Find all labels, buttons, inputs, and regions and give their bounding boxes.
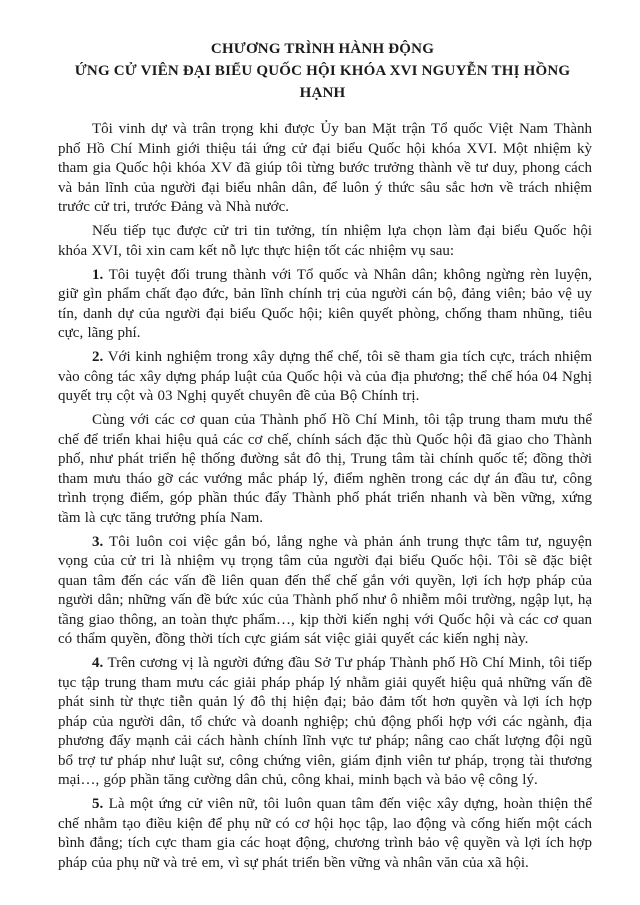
paragraph-text: Tôi luôn coi việc gắn bó, lắng nghe và phản ánh trung thực tâm tư, nguyện vọng của cử tri là nhiệm vụ trọng tâm của người đại biểu Quốc hội. Tôi sẽ đặc biệt quan tâm đến các vấn đề liên quan đến thể chế gắn với quyền, lợi ích hợp pháp của người dân; những vấn đề bức xúc của Thành phố như ô nhiễm môi trường, ngập lụt, hạ tầng giao thông, an toàn thực phẩm…, kịp thời kiến nghị với Quốc hội và các cơ quan có thẩm quyền, đồng thời tích cực giám sát việc giải quyết các kiến nghị này. xyxy=(58,533,592,647)
paragraph-text: Là một ứng cử viên nữ, tôi luôn quan tâm đến việc xây dựng, hoàn thiện thể chế nhằm tạo điều kiện để phụ nữ có cơ hội học tập, lao động và cống hiến một cách bình đẳng; tích cực tham gia các hoạt động, chương trình bảo vệ quyền và lợi ích hợp pháp của phụ nữ và trẻ em, vì sự phát triển bền vững và nhân văn của xã hội. xyxy=(58,796,592,871)
paragraph-text: Tôi vinh dự và trân trọng khi được Ủy ban Mặt trận Tổ quốc Việt Nam Thành phố Hồ Chí Minh giới thiệu tái ứng cử đại biểu Quốc hội khóa XVI. Một nhiệm kỳ tham gia Quốc hội khóa XV đã giúp tôi từng bước trưởng thành về tư duy, phong cách và bản lĩnh của người đại biểu nhân dân, để luôn ý thức sâu sắc hơn về trách nhiệm trước cử tri, trước Đảng và Nhà nước. xyxy=(58,121,592,215)
paragraph xyxy=(58,411,592,528)
document-title xyxy=(53,38,592,104)
paragraph-number: 3. xyxy=(92,533,104,550)
paragraph-text: Nếu tiếp tục được cử tri tin tưởng, tín nhiệm lựa chọn làm đại biểu Quốc hội khóa XVI, tôi xin cam kết nỗ lực thực hiện tốt các nhiệm vụ sau: xyxy=(58,223,592,259)
paragraph xyxy=(58,266,592,344)
paragraph xyxy=(58,654,592,791)
paragraph xyxy=(58,795,592,873)
paragraph xyxy=(58,533,592,650)
paragraph-text: Trên cương vị là người đứng đầu Sở Tư pháp Thành phố Hồ Chí Minh, tôi tiếp tục tập trung tham mưu các giải pháp pháp lý nhằm giải quyết hiệu quả những vấn đề phát sinh từ thực tiễn quản lý đô thị hiện đại; bảo đảm tốt hơn quyền và lợi ích hợp pháp của người dân, tổ chức và doanh nghiệp; chủ động phối hợp với các ngành, địa phương đẩy mạnh cải cách hành chính lĩnh vực tư pháp; nâng cao chất lượng đội ngũ bổ trợ tư pháp như luật sư, công chứng viên, giám định viên tư pháp, trọng tài thương mại…, góp phần tăng cường dân chủ, công khai, minh bạch và bảo vệ công lý. xyxy=(58,655,593,788)
paragraph-text: Cùng với các cơ quan của Thành phố Hồ Chí Minh, tôi tập trung tham mưu thể chế để triển khai hiệu quả các cơ chế, chính sách đặc thù Quốc hội đã giao cho Thành phố, như phát triển hệ thống đường sắt đô thị, Trung tâm tài chính quốc tế; đồng thời tham mưu tháo gỡ các vướng mắc pháp lý, điểm nghẽn trong các dự án đầu tư, công trình trọng điểm, góp phần thúc đẩy Thành phố phát triển nhanh và bền vững, xứng tầm là cực tăng trưởng phía Nam. xyxy=(58,412,592,526)
document-body xyxy=(58,120,592,873)
paragraph-number: 1. xyxy=(92,266,104,283)
paragraph-text: Với kinh nghiệm trong xây dựng thể chế, tôi sẽ tham gia tích cực, trách nhiệm vào công tác xây dựng pháp luật của Quốc hội và của địa phương; thể chế hóa 04 Nghị quyết trụ cột và 03 Nghị quyết chuyên đề của Bộ Chính trị. xyxy=(58,349,592,404)
paragraph xyxy=(58,222,592,261)
document-title-line1: CHƯƠNG TRÌNH HÀNH ĐỘNG xyxy=(210,41,435,57)
paragraph xyxy=(58,348,592,407)
paragraph xyxy=(58,120,592,218)
paragraph-number: 2. xyxy=(92,349,104,365)
document-title-line2: ỨNG CỬ VIÊN ĐẠI BIỂU QUỐC HỘI KHÓA XVI NGUYỄN THỊ HỒNG HẠNH xyxy=(74,63,571,101)
paragraph-number: 4. xyxy=(92,655,104,671)
paragraph-text: Tôi tuyệt đối trung thành với Tổ quốc và Nhân dân; không ngừng rèn luyện, giữ gìn phẩm chất đạo đức, bản lĩnh chính trị của người cán bộ, đảng viên; bảo vệ uy tín, danh dự của người đại biểu Quốc hội; kiên quyết phòng, chống tham nhũng, tiêu cực, lãng phí. xyxy=(58,266,592,341)
paragraph-number: 5. xyxy=(92,796,104,812)
